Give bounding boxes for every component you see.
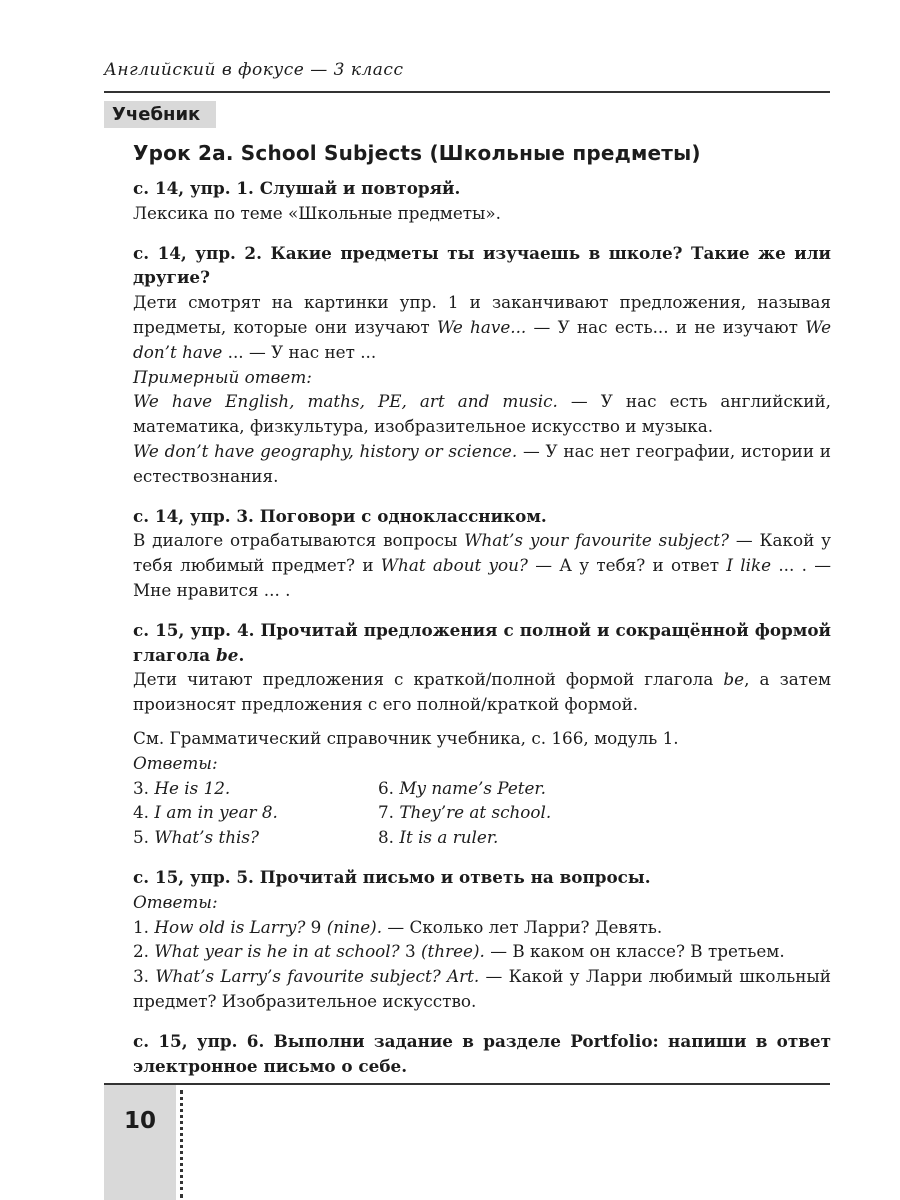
answer-item: 6. My name’s Peter. <box>378 777 546 798</box>
exercise-4-reference: См. Грамматический справочник учебника, с. 166, модуль 1. <box>133 727 679 748</box>
exercise-4-answers <box>133 776 831 850</box>
exercise-2-sample-label: Примерный ответ: <box>133 366 312 387</box>
answer-item: 5. What’s this? <box>133 827 259 848</box>
exercise-5-heading: с. 15, упр. 5. Прочитай письмо и ответь на вопросы. <box>133 866 651 887</box>
dotted-margin-line <box>180 1090 183 1198</box>
exercise-2-text: Дети смотрят на картинки упр. 1 и заканчивают предложения, называя предметы, которые они изучают We have... — У нас есть... и не изучают We don’t have ... — У нас нет ... <box>133 292 832 362</box>
section-label: Учебник <box>104 101 216 128</box>
answer-item: 3. He is 12. <box>133 777 231 798</box>
exercise-5-answer-3: 3. What’s Larry’s favourite subject? Art. — Какой у Ларри любимый школьный предмет? Изобразительное искусство. <box>133 966 831 1011</box>
exercise-2-heading: с. 14, упр. 2. Какие предметы ты изучаешь в школе? Такие же или другие? <box>133 242 831 288</box>
answer-item: 7. They’re at school. <box>378 802 552 823</box>
page-content <box>133 136 831 1078</box>
footer-rule <box>104 1083 830 1085</box>
exercise-1-text: Лексика по теме «Школьные предметы». <box>133 202 502 223</box>
header-rule <box>104 91 830 93</box>
answer-item: 8. It is a ruler. <box>378 827 499 848</box>
exercise-4-answers-label: Ответы: <box>133 752 218 773</box>
answer-item: 4. I am in year 8. <box>133 802 278 823</box>
running-header: Английский в фокусе — 3 класс <box>104 60 404 80</box>
exercise-5-answers-label: Ответы: <box>133 891 218 912</box>
exercise-5-answer-1: 1. How old is Larry? 9 (nine). — Сколько лет Ларри? Девять. <box>133 916 663 937</box>
exercise-3-heading: с. 14, упр. 3. Поговори с одноклассником. <box>133 505 547 526</box>
page-number-box <box>104 1085 176 1200</box>
exercise-6-heading: с. 15, упр. 6. Выполни задание в разделе Portfolio: напиши в ответ электронное письмо о себе. <box>133 1030 831 1076</box>
exercise-3-text: В диалоге отрабатываются вопросы What’s your favourite subject? — Какой у тебя любимый предмет? и What about you? — А у тебя? и ответ I like ... . — Мне нравится ... . <box>133 530 831 600</box>
exercise-5-answer-2: 2. What year is he in at school? 3 (three). — В каком он классе? В третьем. <box>133 941 785 962</box>
exercise-1-heading: с. 14, упр. 1. Слушай и повторяй. <box>133 178 461 198</box>
page-number: 10 <box>123 1108 156 1134</box>
exercise-4-text: Дети читают предложения с краткой/полной формой глагола be, а затем произносят предложения с его полной/краткой формой. <box>133 669 832 715</box>
exercise-2-answer-2: We don’t have geography, history or science. — У нас нет географии, истории и естествознания. <box>133 440 831 486</box>
lesson-title: Урок 2a. School Subjects (Школьные предметы) <box>133 141 701 165</box>
exercise-2-answer-1: We have English, maths, PE, art and music. — У нас есть английский, математика, физкультура, изобразительное искусство и музыка. <box>133 391 831 437</box>
exercise-4-heading: с. 15, упр. 4. Прочитай предложения с полной и сокращённой формой глагола be. <box>133 619 831 665</box>
